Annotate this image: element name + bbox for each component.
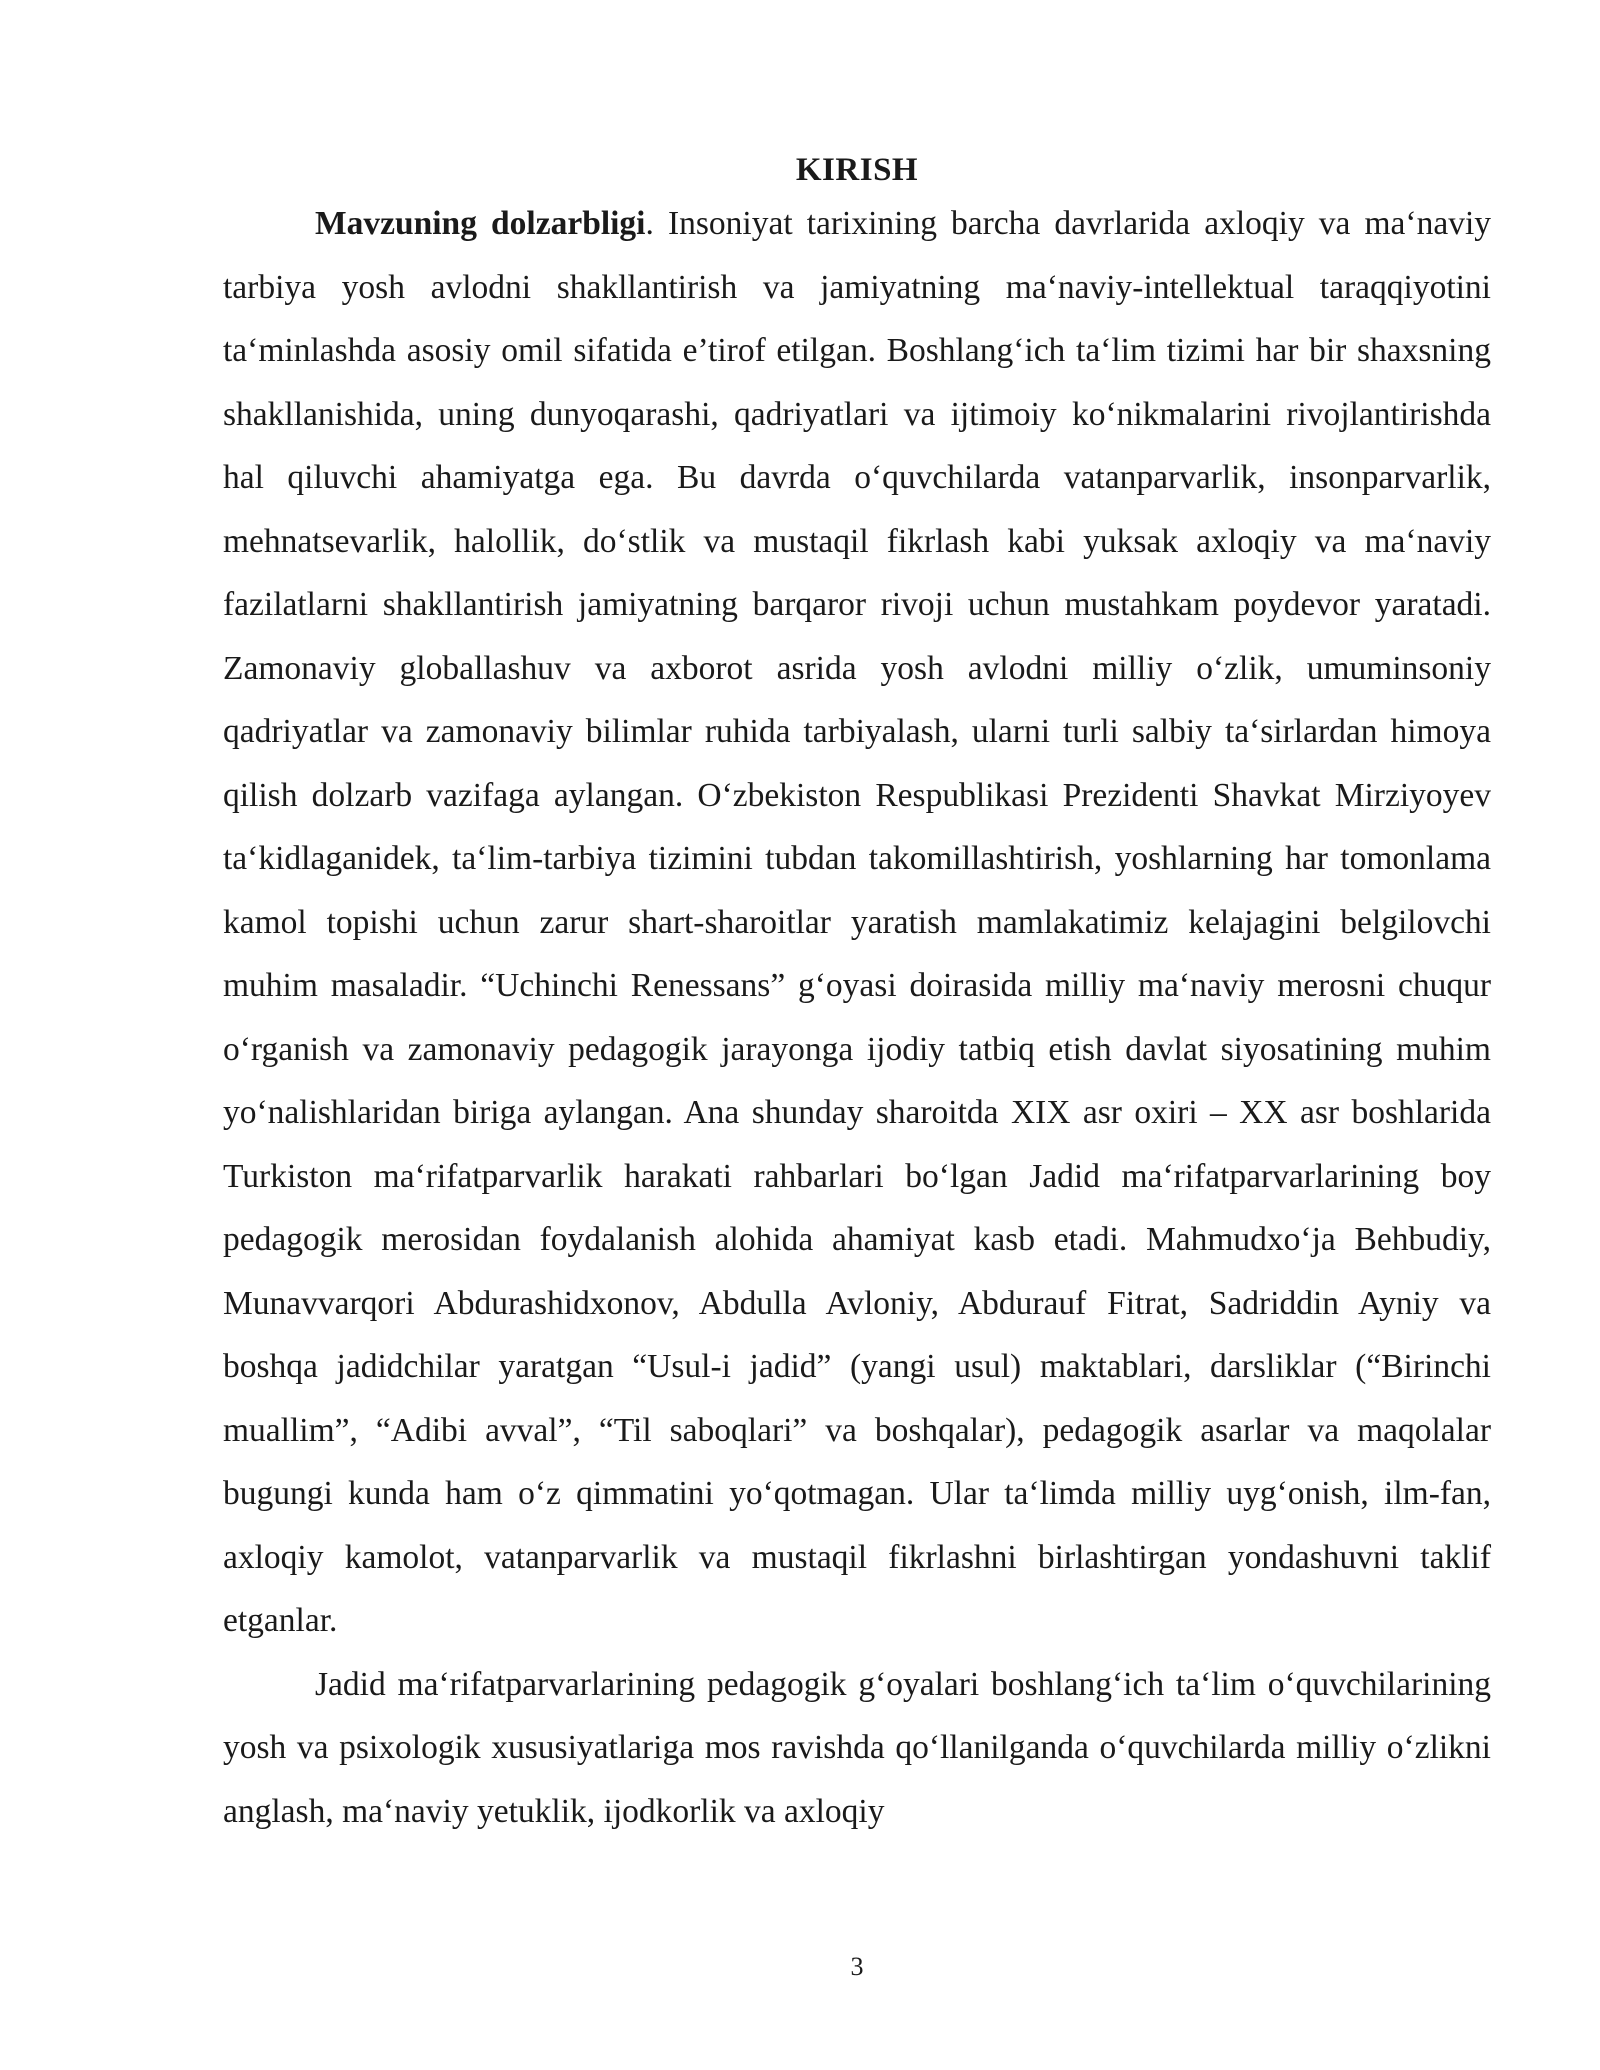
paragraph-jadid-ideas [223,1653,1491,1844]
paragraph-text: . Insoniyat tarixining barcha davrlarida axloqiy va ma‘naviy tarbiya yosh avlodni shakllantirish va jamiyatning ma‘naviy-intellektual taraqqiyotini ta‘minlashda asosiy omil sifatida e’tirof etilgan. Boshlang‘ich ta‘lim tizimi har bir shaxsning shakllanishida, uning dunyoqarashi, qadriyatlari va ijtimoiy ko‘nikmalarini rivojlantirishda hal qiluvchi ahamiyatga ega. Bu davrda o‘quvchilarda vatanparvarlik, insonparvarlik, mehnatsevarlik, halollik, do‘stlik va mustaqil fikrlash kabi yuksak axloqiy va ma‘naviy fazilatlarni shakllantirish jamiyatning barqaror rivoji uchun mustahkam poydevor yaratadi. Zamonaviy globallashuv va axborot asrida yosh avlodni milliy o‘zlik, umuminsoniy qadriyatlar va zamonaviy bilimlar ruhida tarbiyalash, ularni turli salbiy ta‘sirlardan himoya qilish dolzarb vazifaga aylangan. O‘zbekiston Respublikasi Prezidenti Shavkat Mirziyoyev ta‘kidlaganidek, ta‘lim-tarbiya tizimini tubdan takomillashtirish, yoshlarning har tomonlama kamol topishi uchun zarur shart-sharoitlar yaratish mamlakatimiz kelajagini belgilovchi muhim masaladir. “Uchinchi Renessans” g‘oyasi doirasida milliy ma‘naviy merosni chuqur o‘rganish va zamonaviy pedagogik jarayonga ijodiy tatbiq etish davlat siyosatining muhim yo‘nalishlaridan biriga aylangan. Ana shunday sharoitda XIX asr oxiri – XX asr boshlarida Turkiston ma‘rifatparvarlik harakati rahbarlari bo‘lgan Jadid ma‘rifatparvarlarining boy pedagogik merosidan foydalanish alohida ahamiyat kasb etadi. Mahmudxo‘ja Behbudiy, Munavvarqori Abdurashidxonov, Abdulla Avloniy, Abdurauf Fitrat, Sadriddin Ayniy va boshqa jadidchilar yaratgan “Usul-i jadid” (yangi usul) maktablari, darsliklar (“Birinchi muallim”, “Adibi avval”, “Til saboqlari” va boshqalar), pedagogik asarlar va maqolalar bugungi kunda ham o‘z qimmatini yo‘qotmagan. Ular ta‘limda milliy uyg‘onish, ilm-fan, axloqiy kamolot, vatanparvarlik va mustaqil fikrlashni birlashtirgan yondashuvni taklif etganlar. [223,205,1491,1639]
paragraph-lead: Mavzuning dolzarbligi [315,205,646,242]
paragraph-text: Jadid ma‘rifatparvarlarining pedagogik g‘oyalari boshlang‘ich ta‘lim o‘quvchilarining yosh va psixologik xususiyatlariga mos ravishda qo‘llanilganda o‘quvchilarda milliy o‘zlikni anglash, ma‘naviy yetuklik, ijodkorlik va axloqiy [223,1665,1491,1830]
paragraph-relevance [223,192,1491,1653]
page-number: 3 [850,1952,864,1981]
section-heading: KIRISH [795,152,919,188]
document-body [223,192,1491,1843]
